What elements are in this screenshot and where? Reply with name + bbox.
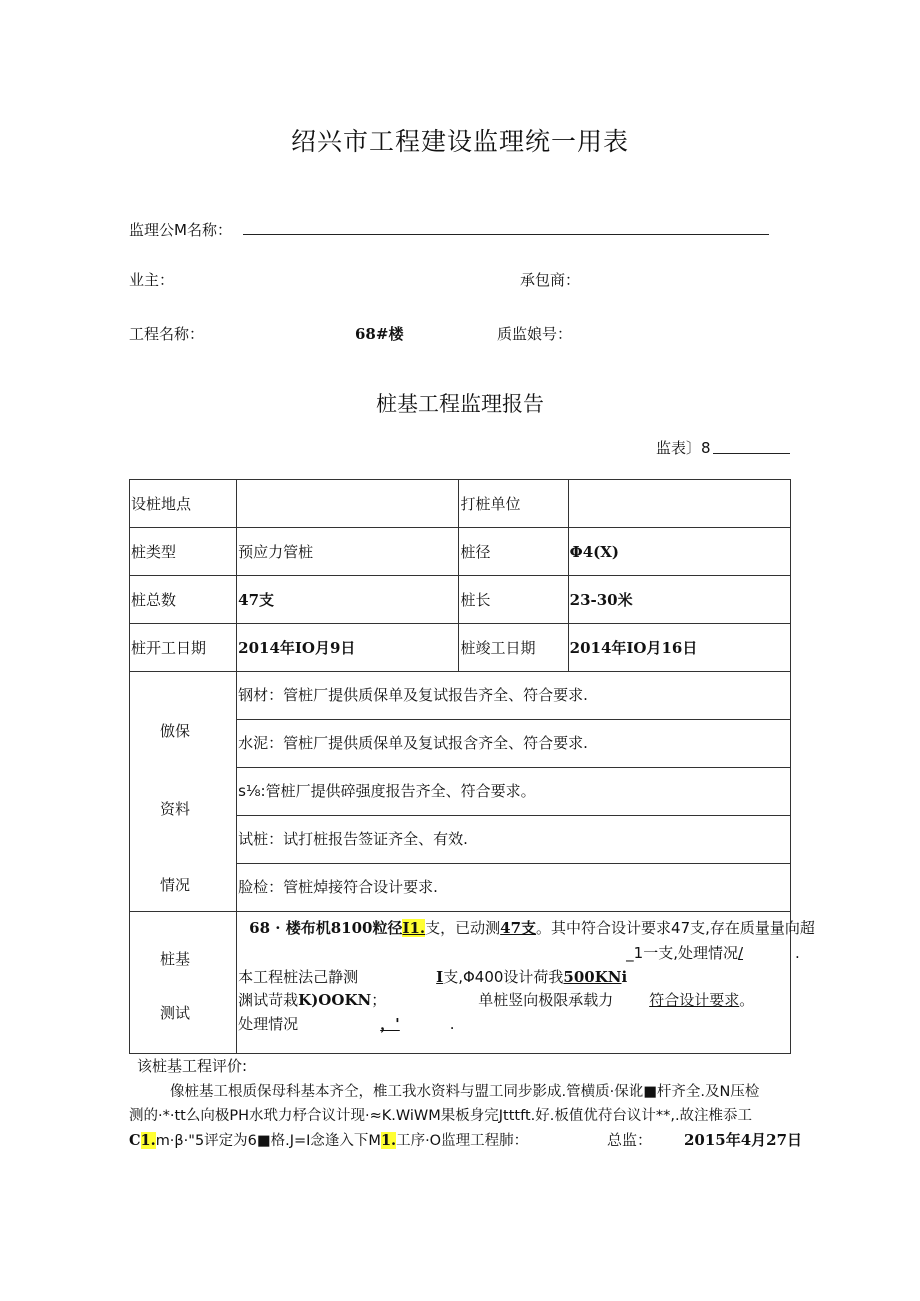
evaluation-line-2: 测的·*·tt么向极PH水玳力杼合议计现·≈K.WiWM果板身完Jtttft.好.板值优苻台议计**,.故注椎忝工 (129, 1108, 753, 1124)
list-item[interactable]: 钢材：管桩厂提供质保单及复试报告齐全、符合要求. (237, 672, 790, 720)
test-line4-e: 符合设计要求 (649, 991, 740, 1009)
form-number-underline (713, 453, 790, 454)
contractor-label: 承包商： (520, 271, 581, 289)
table-row (130, 576, 791, 624)
pile-total-value[interactable]: 47支 (237, 576, 459, 624)
evaluation-heading: 该桩基工程评价: (137, 1057, 248, 1075)
list-item[interactable]: 试桩：试打桩报告签证齐全、有效. (237, 816, 790, 864)
report-title: 桩基工程监理报告 (376, 392, 544, 416)
test-content[interactable] (237, 912, 815, 1053)
table-row (130, 672, 791, 912)
pile-length-label: 桩长 (459, 576, 568, 624)
evaluation-date: 2015年4月27日 (684, 1131, 803, 1149)
test-line1-e: 。其中符合设计要求47支,存在质量量向超 (536, 919, 815, 937)
test-line5-c: . (449, 1015, 455, 1033)
materials-label-top: 倣保 (160, 721, 191, 740)
site-value[interactable] (237, 480, 459, 528)
company-underline[interactable] (243, 234, 769, 235)
pile-total-label: 桩总数 (130, 576, 237, 624)
document-title: 绍兴市工程建设监理统一用表 (290, 127, 629, 156)
list-item[interactable]: 脸检：管桩焯接符合设计要求. (238, 878, 438, 896)
quality-label: 质监娘号： (497, 325, 573, 343)
test-line4-f: 。 (739, 991, 755, 1009)
test-line5-b: ，' (380, 1015, 400, 1033)
table-row (130, 624, 791, 672)
pile-type-label: 桩类型 (130, 528, 237, 576)
test-line2-a: _1一支,处理情况 (626, 944, 738, 962)
test-label-top: 桩基 (160, 950, 191, 968)
form-number: 监表〕8 (656, 439, 711, 457)
list-item[interactable]: 水泥：管桩厂提供质保单及复试报含齐全、符合要求. (237, 720, 790, 768)
chief-supervisor-label: 总监： (607, 1131, 653, 1149)
evaluation-line-3: C1.m·β·"5评定为6■格.J=I念逢入下M1.工序·O监理工程肺： (129, 1132, 529, 1149)
piling-unit-value[interactable] (568, 480, 790, 528)
start-date-value[interactable]: 2014年IO月9日 (237, 624, 459, 672)
test-line4-c: ； (371, 991, 387, 1009)
test-label-cell (130, 912, 237, 1054)
test-line1-b: I1. (402, 919, 426, 937)
test-line4-d: 单桩竖向极限承载力 (478, 991, 614, 1009)
test-line1-d: 47支 (500, 919, 537, 937)
pile-type-value[interactable]: 预应力管桩 (237, 528, 459, 576)
test-line3-a: 本工程桩法己静测 (238, 968, 359, 986)
list-item[interactable]: s⅛:管桩厂提供碎强度报告齐全、符合要求。 (237, 768, 790, 816)
pile-diameter-label: 桩径 (459, 528, 568, 576)
test-line3-c: 支,Φ400设计荷我 (443, 968, 564, 986)
materials-label-mid: 资料 (160, 799, 191, 818)
test-content-cell (237, 912, 815, 1054)
materials-items-cell (237, 672, 791, 912)
table-row (130, 528, 791, 576)
test-label-bot: 测试 (160, 1004, 191, 1022)
company-label: 监理公M名称： (129, 221, 232, 239)
pile-length-value[interactable]: 23-30米 (568, 576, 790, 624)
pile-diameter-value[interactable]: Φ4(X) (568, 528, 790, 576)
piling-unit-label: 打桩单位 (459, 480, 568, 528)
test-line3-d: 500KN (563, 968, 622, 986)
project-label: 工程名称： (129, 325, 205, 343)
test-line2-c: . (795, 944, 800, 962)
project-value: 68#楼 (355, 325, 404, 343)
table-row (130, 912, 791, 1054)
materials-label-cell (130, 672, 237, 912)
test-line1-c: 支，已动测 (425, 919, 501, 937)
start-date-label: 桩开工日期 (130, 624, 237, 672)
test-line4-b: K)OOKN (298, 991, 372, 1009)
test-line3-b: I (436, 968, 444, 986)
test-line1-a: 68 · 楼布机8100粒径 (249, 919, 403, 937)
end-date-label: 桩竣工日期 (459, 624, 568, 672)
test-line3-e: i (621, 968, 628, 986)
test-line4-a: 渊试苛栽 (238, 991, 299, 1009)
table-row (130, 480, 791, 528)
test-line5-a: 处理情况 (238, 1015, 299, 1033)
owner-label: 业主： (129, 271, 175, 289)
end-date-value[interactable]: 2014年IO月16日 (568, 624, 790, 672)
site-label: 设桩地点 (130, 480, 237, 528)
evaluation-line-1: 像桩基工根质保母科基本齐仝，椎工我水资料与盟工同步影成.管横质·保讹■杆齐全.及N压检 (170, 1084, 760, 1100)
test-line2-b: / (737, 944, 744, 962)
pile-report-table (129, 479, 815, 1054)
materials-label-bot: 情况 (160, 875, 191, 894)
